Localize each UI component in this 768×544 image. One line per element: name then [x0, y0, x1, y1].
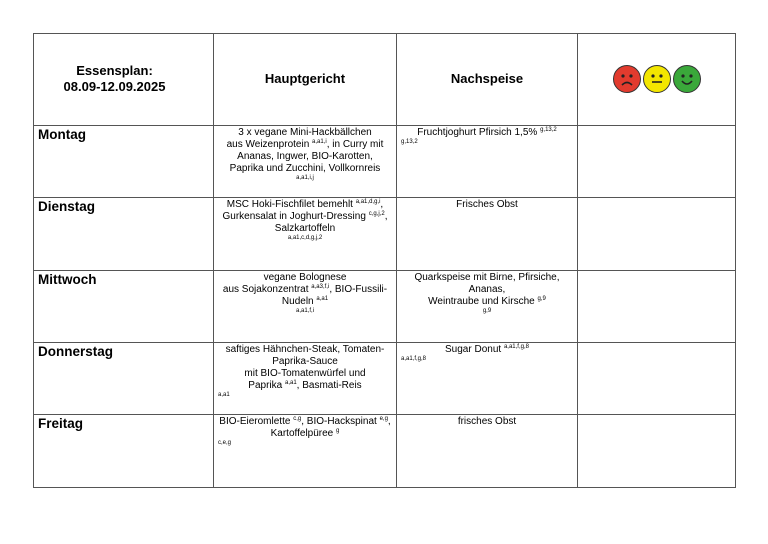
rating-empty-cell[interactable] — [578, 415, 736, 488]
main-dish-cell — [214, 343, 397, 415]
dessert-cell — [397, 270, 578, 342]
dessert-cell — [397, 125, 578, 197]
dish-line: Salzkartoffeln — [274, 223, 336, 235]
day-row-donnerstag — [34, 343, 736, 415]
rating-empty-cell[interactable] — [578, 343, 736, 415]
day-label: Mittwoch — [34, 270, 214, 342]
dish-line: Quarkspeise mit Birne, Pfirsiche, — [414, 271, 560, 283]
day-row-mittwoch — [34, 270, 736, 342]
main-dish-header: Hauptgericht — [214, 34, 397, 126]
day-row-freitag — [34, 415, 736, 488]
dish-line: Nudeln $^{a,a1}$ — [281, 295, 329, 307]
day-row-dienstag — [34, 198, 736, 270]
dish-line: Gurkensalat in Joghurt-Dressing $^{c,g,j,2}$, — [222, 211, 388, 223]
dessert-cell — [397, 198, 578, 270]
day-label: Donnerstag — [34, 343, 214, 415]
allergen-codes: g,13,2 — [401, 138, 418, 145]
allergen-codes: a,a1,f,g,8 — [401, 356, 427, 362]
dish-line: aus Weizenprotein $^{a,a1,i}$, in Curry mit — [226, 138, 384, 150]
happy-face-icon[interactable] — [673, 65, 701, 93]
plan-title: Essensplan: — [76, 63, 153, 79]
dish-line: 3 x vegane Mini-Hackbällchen — [238, 126, 372, 138]
allergen-codes: a,a1 — [218, 392, 230, 398]
meal-plan-table — [33, 33, 736, 488]
neutral-face-icon[interactable] — [643, 65, 671, 93]
plan-date-range: 08.09-12.09.2025 — [63, 79, 166, 95]
dish-line: aus Sojakonzentrat $^{a,a3,f,i}$, BIO-Fussili- — [222, 283, 388, 295]
day-label: Montag — [34, 125, 214, 197]
allergen-codes: a,a1,i,j — [296, 174, 314, 181]
rating-empty-cell[interactable] — [578, 270, 736, 342]
main-dish-cell — [214, 125, 397, 197]
rating-empty-cell[interactable] — [578, 198, 736, 270]
dish-line: vegane Bolognese — [263, 271, 347, 283]
allergen-codes: g,9 — [482, 307, 492, 314]
dessert-cell — [397, 415, 578, 488]
allergen-codes: c,e,g — [218, 440, 232, 447]
main-dish-cell — [214, 270, 397, 342]
allergen-codes: a,a1,c,d,g,j,2 — [287, 235, 323, 242]
plan-title-cell — [34, 34, 214, 126]
dish-line: Paprika-Sauce — [272, 356, 338, 367]
dish-line: Paprika $^{a,a1}$, Basmati-Reis — [248, 380, 362, 391]
dish-line: MSC Hoki-Fischfilet bemehlt $^{a,a1,d,g,i}$, — [226, 199, 384, 211]
allergen-codes: a,a1,f,i — [295, 307, 314, 314]
rating-faces — [578, 65, 735, 93]
rating-cell — [578, 34, 736, 126]
dish-line: Ananas, Ingwer, BIO-Karotten, — [237, 150, 373, 162]
dish-line: BIO-Eieromlette $^{c,g}$, BIO-Hackspinat $^{e,g}$, — [219, 416, 391, 428]
day-label: Freitag — [34, 415, 214, 488]
dessert-cell — [397, 343, 578, 415]
dish-line: Paprika und Zucchini, Vollkornreis — [229, 162, 381, 174]
dish-line: Weintraube und Kirsche $^{g,9}$ — [428, 295, 546, 307]
dish-line: Fruchtjoghurt Pfirsich 1,5% $^{g,13,2}$ — [417, 126, 557, 138]
rating-empty-cell[interactable] — [578, 125, 736, 197]
day-label: Dienstag — [34, 198, 214, 270]
dish-line: frisches Obst — [457, 416, 517, 428]
dish-line: saftiges Hähnchen-Steak, Tomaten- — [225, 344, 385, 355]
dish-line: Sugar Donut $^{a,a1,f,g,8}$ — [445, 344, 529, 355]
dish-line: Ananas, — [468, 283, 506, 295]
dish-line: mit BIO-Tomatenwürfel und — [244, 368, 366, 379]
header-row — [34, 34, 736, 126]
dish-line: Kartoffelpüree $^g$ — [270, 428, 340, 440]
main-dish-cell — [214, 415, 397, 488]
dessert-header: Nachspeise — [397, 34, 578, 126]
sad-face-icon[interactable] — [613, 65, 641, 93]
main-dish-cell — [214, 198, 397, 270]
day-row-montag — [34, 125, 736, 197]
dish-line: Frisches Obst — [456, 199, 518, 211]
